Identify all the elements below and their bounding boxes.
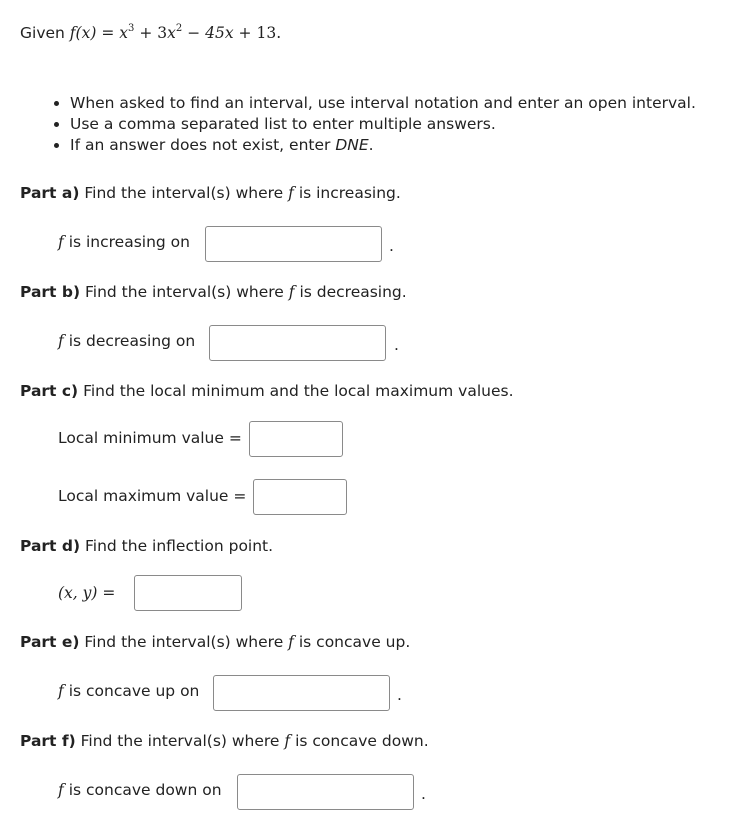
problem-statement (20, 24, 281, 42)
local-min-label: Local minimum value = (58, 429, 242, 447)
part-b-question: Part b) Find the interval(s) where f is decreasing. (20, 283, 407, 301)
inflection-point-label: (x, y) = (58, 584, 116, 602)
part-a-answer-box (205, 226, 382, 262)
function-name: f(x) (69, 24, 97, 42)
operator: + (238, 24, 252, 42)
local-min-input[interactable] (250, 422, 342, 456)
part-b-label: Part b) (20, 283, 81, 301)
term-x: x (167, 24, 176, 42)
part-b-answer-label: f is decreasing on (58, 332, 196, 350)
period: . (394, 336, 399, 354)
part-f-answer-box (237, 774, 414, 810)
part-f-label: Part f) (20, 732, 76, 750)
part-a-label: Part a) (20, 184, 80, 202)
local-max-label: Local maximum value = (58, 487, 247, 505)
part-e-question: Part e) Find the interval(s) where f is concave up. (20, 633, 411, 651)
part-f-question: Part f) Find the interval(s) where f is concave down. (20, 732, 429, 750)
part-c-question: Part c) Find the local minimum and the local maximum values. (20, 382, 514, 400)
inflection-point-input[interactable] (135, 576, 241, 610)
dne-text: DNE (335, 136, 369, 154)
instruction-item: • When asked to find an interval, use interval notation and enter an open interval. (70, 93, 696, 114)
period: . (397, 686, 402, 704)
equals-sign: = (101, 24, 115, 42)
instruction-item: • Use a comma separated list to enter multiple answers. (70, 114, 696, 135)
decreasing-interval-input[interactable] (210, 326, 385, 360)
local-max-answer-box (253, 479, 347, 515)
part-a-answer-label: f is increasing on (58, 233, 190, 251)
given-prefix: Given (20, 24, 65, 42)
period: . (276, 24, 282, 42)
part-f-answer-label: f is concave down on (58, 781, 222, 799)
part-e-answer-box (213, 675, 390, 711)
operator: + (139, 24, 153, 42)
period: . (389, 237, 394, 255)
period: . (421, 785, 426, 803)
part-d-label: Part d) (20, 537, 81, 555)
concave-up-interval-input[interactable] (214, 676, 389, 710)
part-a-question: Part a) Find the interval(s) where f is increasing. (20, 184, 401, 202)
exponent: 3 (128, 23, 135, 34)
operator: − (187, 24, 201, 42)
local-max-input[interactable] (254, 480, 346, 514)
exponent: 2 (175, 23, 183, 34)
constant-term: 13 (256, 24, 277, 42)
instruction-item: • If an answer does not exist, enter DNE. (70, 135, 696, 156)
part-e-answer-label: f is concave up on (58, 682, 200, 700)
part-b-answer-box (209, 325, 386, 361)
concave-down-interval-input[interactable] (238, 775, 413, 809)
increasing-interval-input[interactable] (206, 227, 381, 261)
term-x: x (119, 24, 128, 42)
term-45x: 45x (205, 24, 234, 42)
inflection-point-answer-box (134, 575, 242, 611)
local-min-answer-box (249, 421, 343, 457)
instructions-list (50, 93, 696, 156)
coefficient: 3 (157, 24, 168, 42)
part-d-question: Part d) Find the inflection point. (20, 537, 274, 555)
part-c-label: Part c) (20, 382, 79, 400)
part-e-label: Part e) (20, 633, 80, 651)
